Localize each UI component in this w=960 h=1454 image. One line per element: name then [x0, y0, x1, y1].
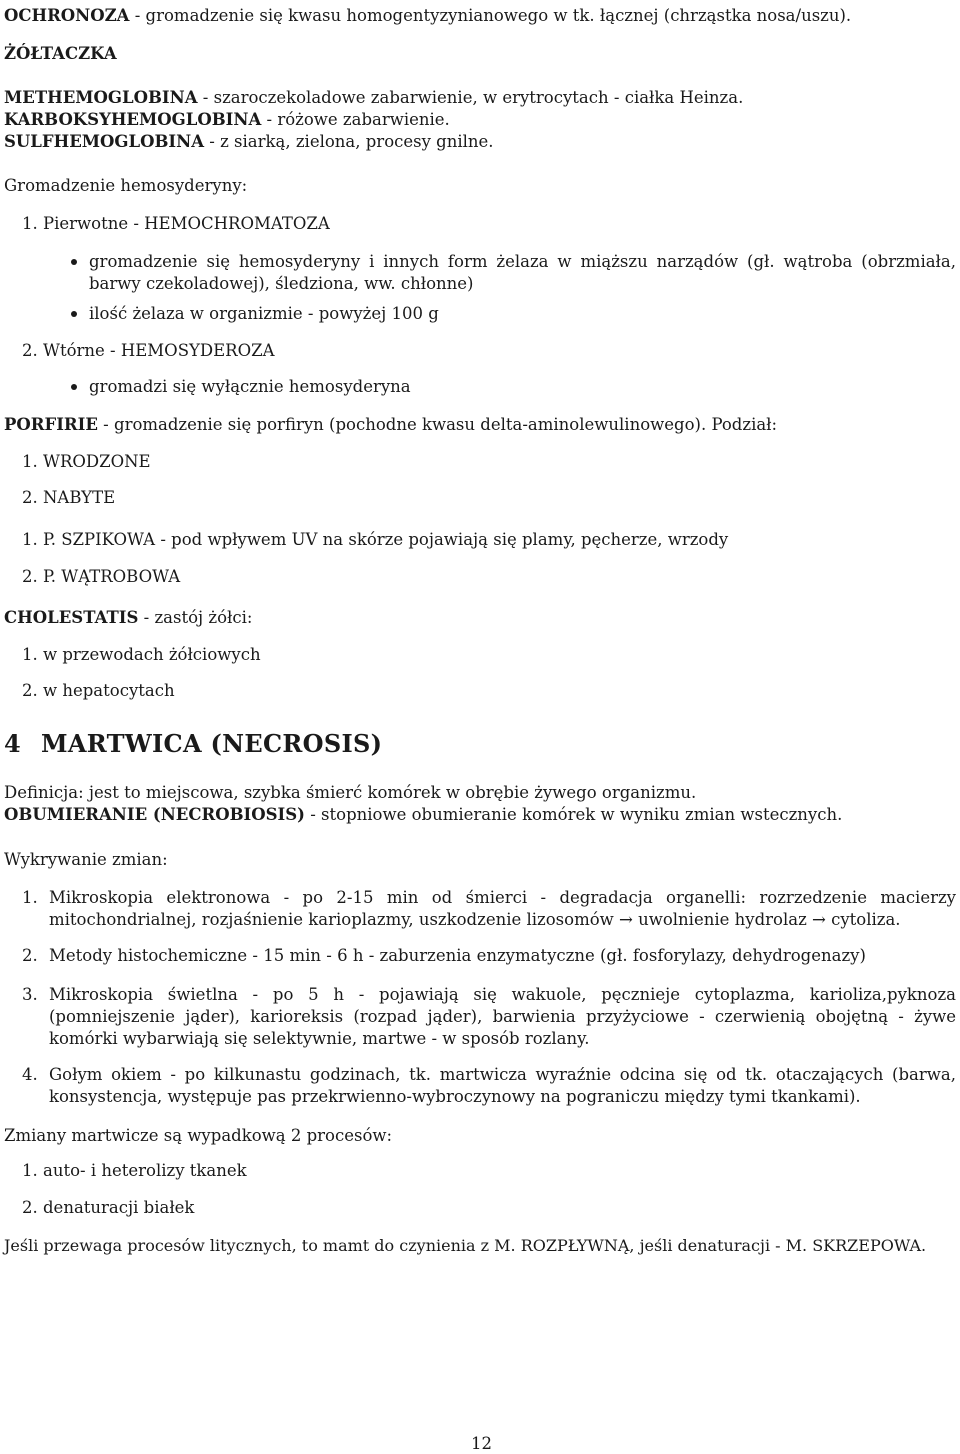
definicja-line: Definicja: jest to miejscowa, szybka śmierć komórek w obrębie żywego organizmu.	[4, 783, 697, 802]
pierwotne-bullet-1: gromadzenie się hemosyderyny i innych form żelaza w miąższu narządów (gł. wątroba (obrzmiała, barwy czekoladowej), śledziona, ww. chłonne)	[89, 252, 956, 293]
bullet-icon	[71, 311, 77, 317]
zmiany-item-2: 2. denaturacji białek	[22, 1198, 195, 1217]
item-text-3: Mikroskopia świetlna - po 5 h - pojawiają się wakuole, pęcznieje cytoplazma, karioliza,pyknoza (pomniejszenie jąder), karioreksis (rozpad jąder), barwienia przyżyciowe - czerwienią obojętną - żywe komórki wybarwiają się selektywnie, martwe - w sposób rozlany.	[49, 985, 956, 1048]
bullet-icon	[71, 259, 77, 265]
wykrywanie-heading: Wykrywanie zmian:	[4, 850, 168, 869]
cholestatis-line	[4, 607, 252, 628]
item-number: 1.	[22, 888, 38, 907]
ochronoza-text: - gromadzenie się kwasu homogentyzynianowego w tk. łącznej (chrząstka nosa/uszu).	[129, 6, 852, 25]
section-title: MARTWICA (NECROSIS)	[41, 729, 383, 758]
page-number: 12	[471, 1434, 492, 1453]
cholestatis-text: - zastój żółci:	[138, 608, 253, 627]
pierwotne-bullet-2: ilość żelaza w organizmie - powyżej 100 g	[89, 304, 439, 323]
obumieranie-text: - stopniowe obumieranie komórek w wyniku zmian wstecznych.	[304, 805, 843, 824]
bullet-icon	[71, 384, 77, 390]
porfirie-term: PORFIRIE	[4, 415, 98, 434]
zoltaczka-heading: ŻÓŁTACZKA	[4, 44, 117, 63]
obumieranie-line	[4, 804, 842, 825]
item-number: 2.	[22, 946, 38, 965]
ochronoza-term: OCHRONOZA	[4, 6, 130, 25]
porfiria-szpikowa: 1. P. SZPIKOWA - pod wpływem UV na skórze pojawiają się plamy, pęcherze, wrzody	[22, 530, 729, 549]
cholestatis-term: CHOLESTATIS	[4, 608, 139, 627]
section-heading	[4, 729, 383, 758]
methemoglobina-term: METHEMOGLOBINA	[4, 88, 198, 107]
karboksyhemoglobina-text: - różowe zabarwienie.	[261, 110, 450, 129]
porfiria-watrobowa: 2. P. WĄTROBOWA	[22, 567, 181, 586]
item-text-4: Gołym okiem - po kilkunastu godzinach, tk. martwicza wyraźnie odcina się od tk. otaczających (barwa, konsystencja, występuje pas przekrwienno-wybroczynowy na pograniczu między tymi tkankami).	[49, 1065, 956, 1106]
item-number: 3.	[22, 985, 38, 1004]
hemosyderyna-heading: Gromadzenie hemosyderyny:	[4, 176, 248, 195]
zmiany-item-1: 1. auto- i heterolizy tkanek	[22, 1161, 247, 1180]
karboksyhemoglobina-term: KARBOKSYHEMOGLOBINA	[4, 110, 262, 129]
sulfhemoglobina-text: - z siarką, zielona, procesy gnilne.	[204, 132, 494, 151]
sulfhemoglobina-line	[4, 131, 494, 152]
cholestatis-item-1: 1. w przewodach żółciowych	[22, 645, 261, 664]
wtorne-item: 2. Wtórne - HEMOSYDEROZA	[22, 341, 275, 360]
zmiany-line: Zmiany martwicze są wypadkową 2 procesów:	[4, 1126, 393, 1145]
wtorne-bullet-1: gromadzi się wyłącznie hemosyderyna	[89, 377, 411, 396]
item-number: 4.	[22, 1065, 38, 1084]
item-text-1: Mikroskopia elektronowa - po 2-15 min od śmierci - degradacja organelli: rozrzedzenie macierzy mitochondrialnej, rozjaśnienie karioplazmy, uszkodzenie lizosomów → uwolnienie hydrolaz → cytoliza.	[49, 888, 956, 929]
ochronoza-line	[4, 5, 851, 26]
porfirie-nabyte: 2. NABYTE	[22, 488, 116, 507]
methemoglobina-line	[4, 87, 743, 108]
jesli-line: Jeśli przewaga procesów litycznych, to mamt do czynienia z M. ROZPŁYWNĄ, jeśli denaturacji - M. SKRZEPOWA.	[4, 1236, 927, 1255]
section-number: 4	[4, 729, 21, 758]
obumieranie-term: OBUMIERANIE (NECROBIOSIS)	[4, 805, 305, 824]
cholestatis-item-2: 2. w hepatocytach	[22, 681, 175, 700]
methemoglobina-text: - szaroczekoladowe zabarwienie, w erytrocytach - ciałka Heinza.	[197, 88, 744, 107]
sulfhemoglobina-term: SULFHEMOGLOBINA	[4, 132, 205, 151]
porfirie-wrodzone: 1. WRODZONE	[22, 452, 151, 471]
karboksyhemoglobina-line	[4, 109, 450, 130]
porfirie-text: - gromadzenie się porfiryn (pochodne kwasu delta-aminolewulinowego). Podział:	[97, 415, 778, 434]
pierwotne-item: 1. Pierwotne - HEMOCHROMATOZA	[22, 214, 330, 233]
item-text-2: Metody histochemiczne - 15 min - 6 h - zaburzenia enzymatyczne (gł. fosforylazy, dehydrogenazy)	[49, 946, 866, 965]
porfirie-line	[4, 414, 777, 435]
